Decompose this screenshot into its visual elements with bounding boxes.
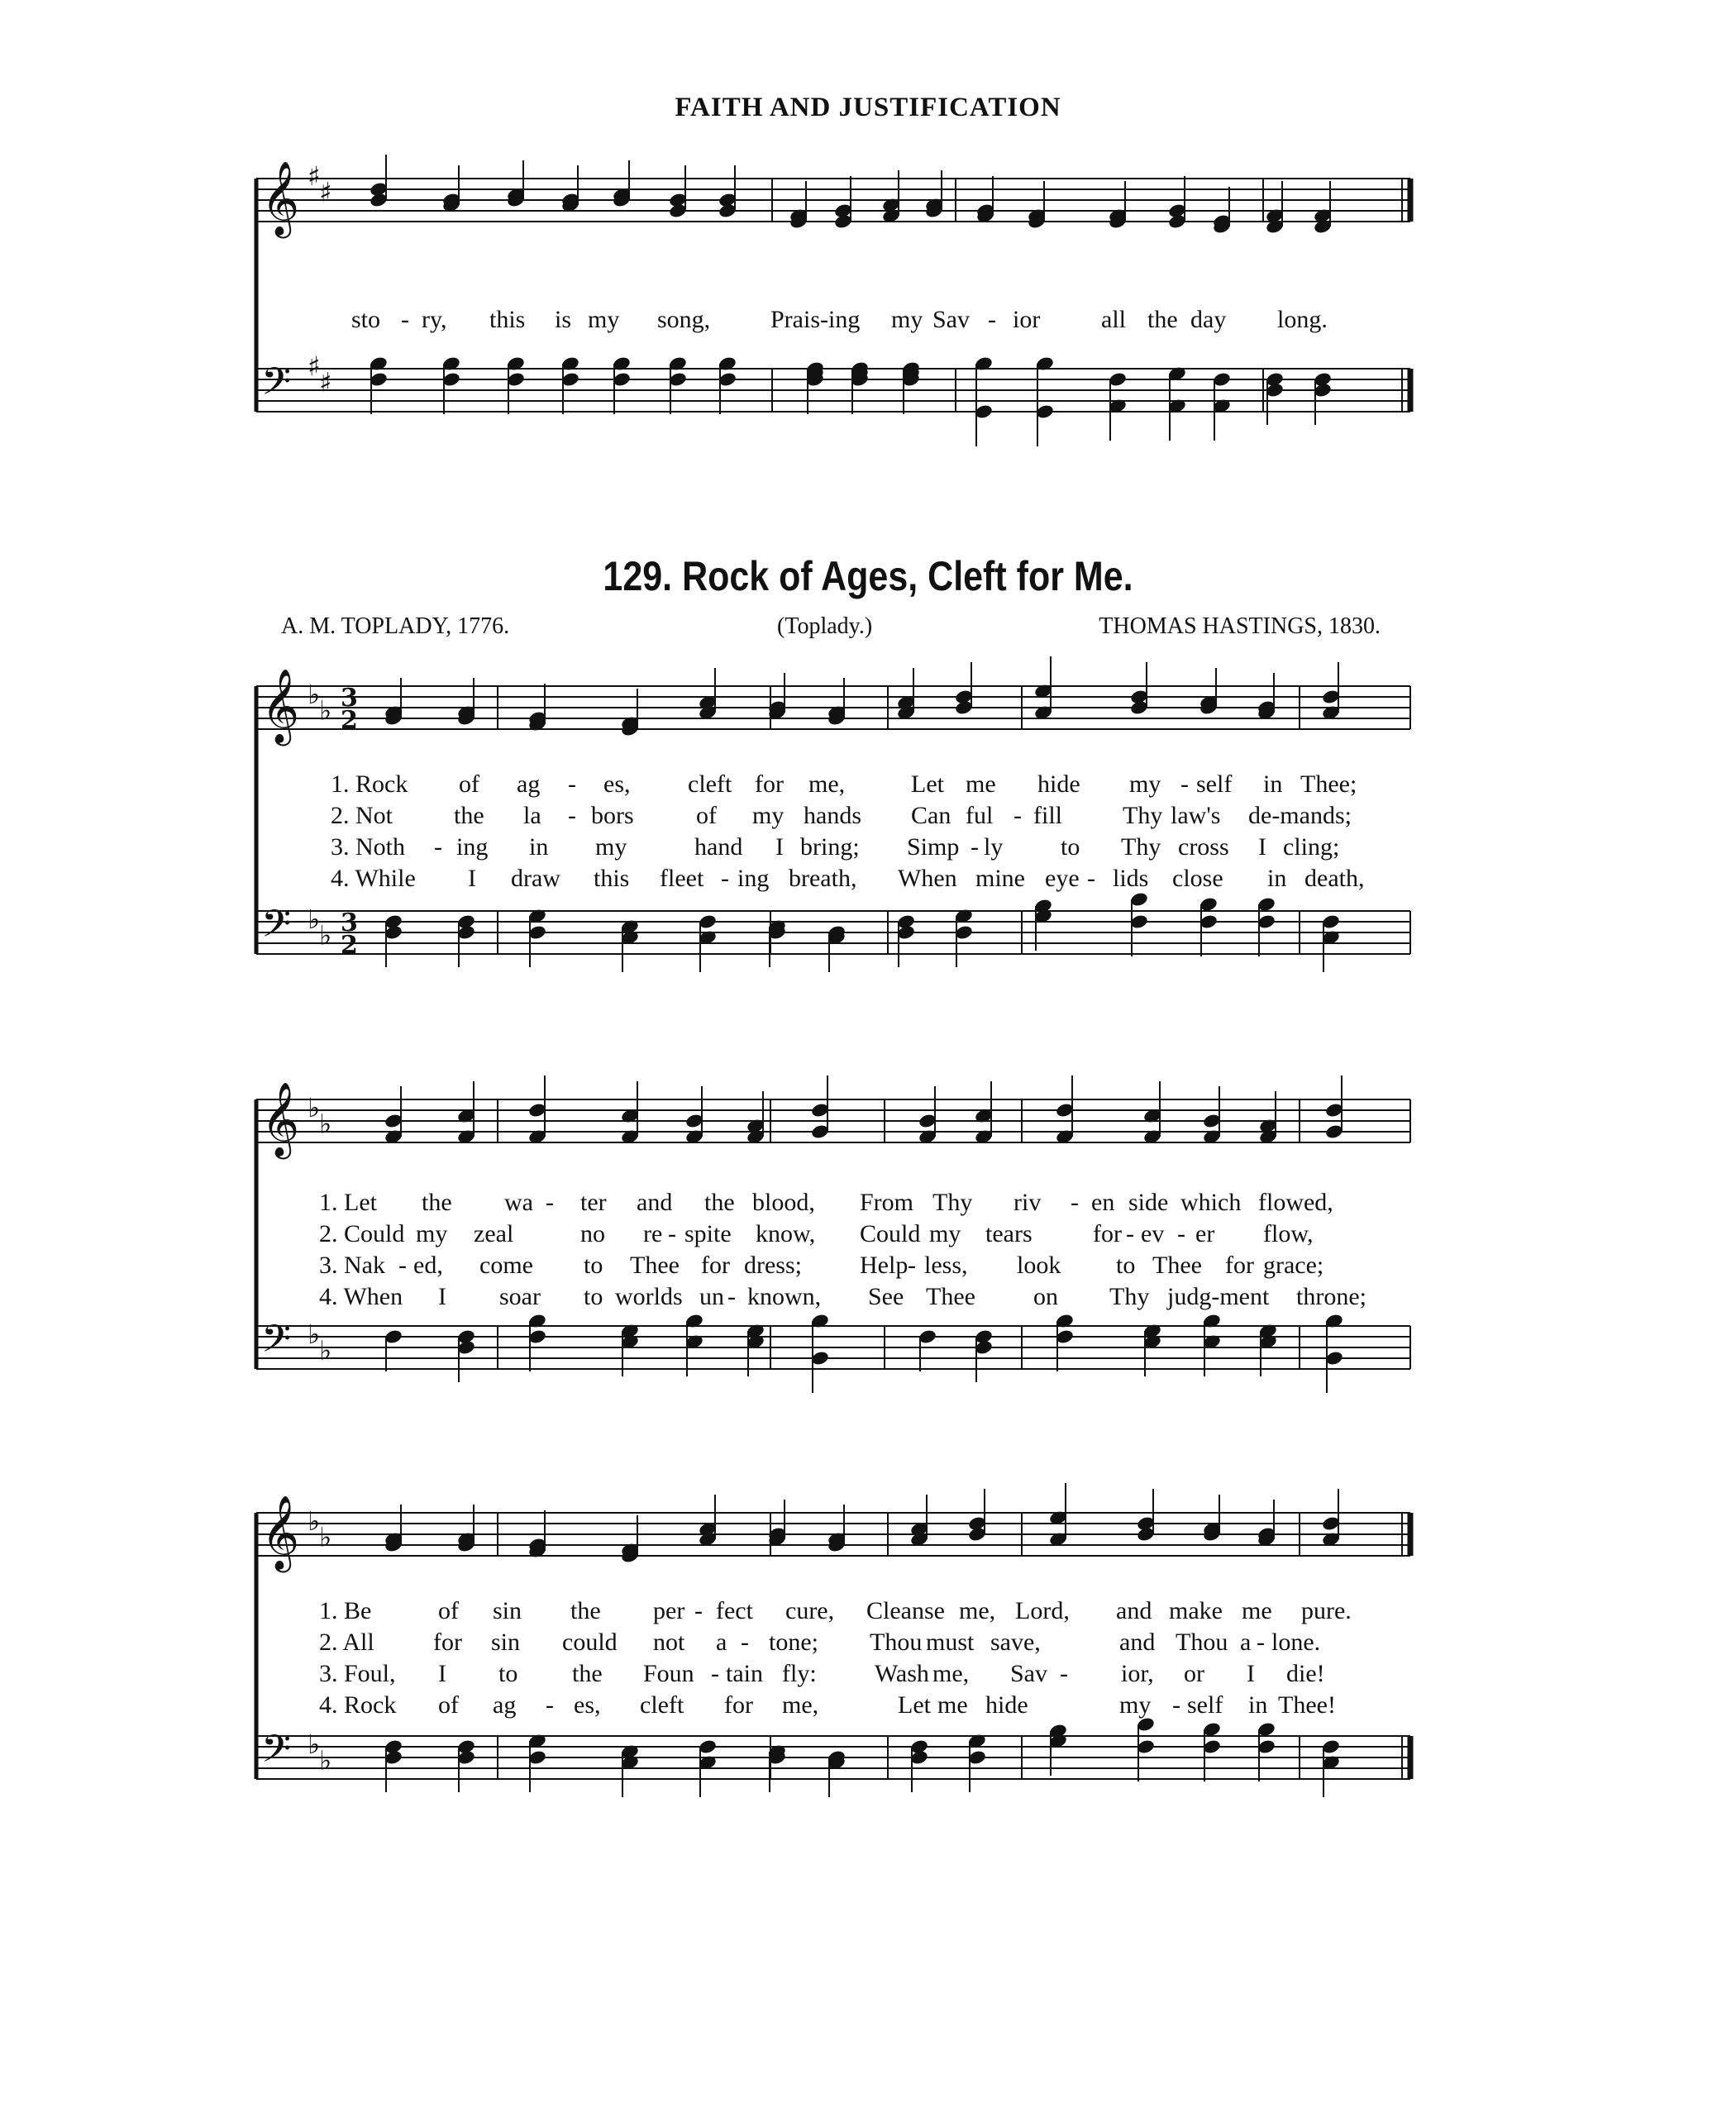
lyric-syllable: cure, <box>785 1597 835 1624</box>
lyric-syllable: long. <box>1277 306 1328 333</box>
lyric-syllable: Lord, <box>1015 1597 1070 1624</box>
lyric-syllable: the <box>1147 306 1178 333</box>
lyric-syllable: come <box>479 1252 533 1279</box>
lyric-syllable: must <box>926 1629 975 1656</box>
hymn-credits <box>281 613 1381 646</box>
verse-line <box>0 1283 1736 1314</box>
lyric-syllable: I <box>468 865 476 892</box>
lyric-syllable: is <box>555 306 572 333</box>
lyric-syllable: - <box>1013 802 1022 829</box>
lyric-syllable: this <box>594 865 630 892</box>
flat-icon: ♭ <box>308 1092 321 1123</box>
lyric-syllable: Simp <box>907 833 960 861</box>
lyric-syllable: ior <box>1013 306 1041 333</box>
lyric-syllable: ry, <box>422 306 447 333</box>
lyric-syllable: Could <box>860 1220 921 1247</box>
lyric-syllable: my <box>595 833 627 861</box>
sharp-icon: ♯ <box>319 176 332 208</box>
verse-line <box>0 1629 1736 1660</box>
lyric-syllable: me <box>1242 1597 1272 1624</box>
verse-line <box>0 1189 1736 1220</box>
lyric-syllable: cleft <box>640 1691 684 1719</box>
lyric-syllable: - <box>1087 865 1095 892</box>
flat-icon: ♭ <box>319 694 332 727</box>
lyric-syllable: Thou <box>870 1629 923 1656</box>
lyric-syllable: close <box>1172 865 1223 892</box>
lyric-syllable: fleet <box>660 865 704 892</box>
lyric-syllable: ing <box>737 865 770 892</box>
flat-icon: ♭ <box>319 1521 332 1553</box>
lyric-syllable: my <box>1119 1691 1152 1719</box>
lyric-syllable: worlds <box>615 1283 683 1310</box>
lyric-syllable: Thee <box>630 1252 680 1279</box>
lyric-syllable: me, <box>959 1597 996 1624</box>
lyric-syllable: self <box>1187 1691 1223 1719</box>
lyric-syllable: - <box>434 833 442 861</box>
lyric-syllable: per <box>653 1597 685 1624</box>
lyric-syllable: to <box>584 1283 603 1310</box>
lyric-syllable: hands <box>804 802 861 829</box>
lyric-syllable: 4. Rock <box>319 1691 397 1719</box>
lyric-syllable: 3. Nak <box>319 1252 385 1279</box>
lyric-syllable: ior, <box>1121 1660 1154 1687</box>
lyric-syllable: From <box>860 1189 914 1216</box>
lyric-syllable: I <box>438 1660 446 1687</box>
lyric-syllable: my <box>416 1220 448 1247</box>
lyric-syllable: Foun <box>643 1660 694 1687</box>
time-signature-top: 3 <box>341 684 358 713</box>
lyric-syllable: my <box>891 306 923 333</box>
flat-icon: ♭ <box>308 679 321 710</box>
lyric-syllable: self <box>1196 770 1233 798</box>
treble-clef-icon: 𝄞 <box>261 669 300 743</box>
lyric-syllable: on <box>1033 1283 1058 1310</box>
lyric-syllable: of <box>696 802 717 829</box>
lyric-syllable: Help <box>860 1252 909 1279</box>
time-signature-bottom: 2 <box>341 931 358 960</box>
time-signature-bottom: 2 <box>341 706 358 735</box>
lyric-syllable: me, <box>932 1660 970 1687</box>
lyric-syllable: in <box>1263 770 1283 798</box>
lyric-syllable: a <box>1240 1629 1252 1656</box>
lyric-syllable: - <box>694 1597 703 1624</box>
lyric-syllable: cleft <box>688 770 732 798</box>
lyric-syllable: make <box>1169 1597 1223 1624</box>
lyric-syllable: me <box>937 1691 968 1719</box>
lyric-syllable: Can <box>911 802 951 829</box>
lyric-syllable: es, <box>574 1691 601 1719</box>
lyric-syllable: the <box>454 802 484 829</box>
lyric-syllable: for <box>724 1691 753 1719</box>
lyric-syllable: 3. Foul, <box>319 1660 396 1687</box>
lyric-syllable: of <box>459 770 479 798</box>
lyric-syllable: blood, <box>752 1189 815 1216</box>
lyricist-credit: A. M. TOPLADY, 1776. <box>281 613 510 639</box>
lyric-syllable: - <box>1177 1220 1185 1247</box>
flat-icon: ♭ <box>319 1108 332 1140</box>
lyric-syllable: flowed, <box>1258 1189 1333 1216</box>
verse-line <box>0 865 1736 896</box>
lyric-syllable: of <box>438 1691 459 1719</box>
lyric-syllable: my <box>1129 770 1161 798</box>
bass-clef-icon: 𝄢 <box>261 902 292 956</box>
lyric-syllable: to <box>1061 833 1080 861</box>
lyric-syllable: day <box>1190 306 1227 333</box>
lyric-syllable: pure. <box>1301 1597 1352 1624</box>
lyric-syllable: fill <box>1033 802 1062 829</box>
lyric-syllable: zeal <box>474 1220 514 1247</box>
lyric-syllable: spite <box>684 1220 732 1247</box>
lyric-syllable: - <box>908 1252 916 1279</box>
lyric-syllable: not <box>653 1629 685 1656</box>
verse-line <box>0 770 1736 802</box>
lyric-syllable: Wash <box>875 1660 929 1687</box>
lyric-syllable: Let <box>898 1691 931 1719</box>
lyric-syllable: 2. Not <box>331 802 393 829</box>
lyric-syllable: sto <box>351 306 381 333</box>
flat-icon: ♭ <box>308 904 321 935</box>
lyric-syllable: dress; <box>744 1252 802 1279</box>
lyric-syllable: breath, <box>789 865 857 892</box>
lyric-syllable: for <box>755 770 784 798</box>
lyric-syllable: Thee <box>1152 1252 1202 1279</box>
flat-icon: ♭ <box>319 919 332 951</box>
lyric-syllable: See <box>868 1283 904 1310</box>
lyric-syllable: for <box>1225 1252 1254 1279</box>
lyric-syllable: ag <box>517 770 541 798</box>
lyric-syllable: fect <box>716 1597 753 1624</box>
lyric-syllable: - <box>546 1691 554 1719</box>
lyric-syllable: ev <box>1141 1220 1165 1247</box>
lyric-syllable: - <box>546 1189 554 1216</box>
lyric-syllable: - <box>401 306 409 333</box>
lyric-syllable: mine <box>975 865 1025 892</box>
lyric-syllable: Thy <box>932 1189 973 1216</box>
lyric-syllable: - <box>1257 1629 1265 1656</box>
lyric-syllable: me, <box>782 1691 819 1719</box>
lyric-syllable: for <box>433 1629 462 1656</box>
hymn-title <box>122 552 1614 600</box>
time-signature-top: 3 <box>341 909 358 937</box>
lyric-syllable: me <box>966 770 996 798</box>
treble-clef-icon: 𝄞 <box>261 1495 300 1570</box>
lyric-syllable: I <box>775 833 784 861</box>
lyric-syllable: hide <box>1037 770 1080 798</box>
flat-icon: ♭ <box>319 1744 332 1777</box>
lyric-syllable: ly <box>984 833 1004 861</box>
lyric-syllable: hand <box>694 833 743 861</box>
lyric-syllable: the <box>570 1597 601 1624</box>
lyric-syllable: bors <box>591 802 634 829</box>
lyric-syllable: - <box>1126 1220 1134 1247</box>
lyric-syllable: throne; <box>1296 1283 1366 1310</box>
verse-line <box>0 833 1736 865</box>
treble-clef-icon: 𝄞 <box>261 1082 300 1157</box>
lyric-syllable: eye <box>1045 865 1080 892</box>
lyric-syllable: 4. While <box>331 865 416 892</box>
lyric-syllable: my <box>752 802 785 829</box>
lyric-syllable: When <box>898 865 957 892</box>
lyric-syllable: Thee <box>926 1283 975 1310</box>
lyric-syllable: tain <box>726 1660 763 1687</box>
lyric-syllable: to <box>498 1660 518 1687</box>
lyric-syllable: which <box>1180 1189 1242 1216</box>
lyric-syllable: lone. <box>1271 1629 1321 1656</box>
lyric-syllable: - <box>971 833 979 861</box>
lyric-syllable: Cleanse <box>866 1597 945 1624</box>
verse-line <box>0 1597 1736 1629</box>
lyric-syllable: sin <box>493 1597 522 1624</box>
lyric-syllable: hide <box>985 1691 1028 1719</box>
sharp-icon: ♯ <box>308 351 321 382</box>
lyric-syllable: - <box>988 306 996 333</box>
lyric-syllable: less, <box>924 1252 968 1279</box>
lyric-syllable: 1. Be <box>319 1597 372 1624</box>
lyric-syllable: my <box>929 1220 961 1247</box>
lyric-syllable: - <box>1180 770 1189 798</box>
lyric-syllable: grace; <box>1263 1252 1324 1279</box>
verse-line <box>0 802 1736 833</box>
lyric-syllable: in <box>1248 1691 1268 1719</box>
lyric-syllable: flow, <box>1263 1220 1314 1247</box>
lyric-syllable: - <box>1071 1189 1079 1216</box>
lyric-syllable: no <box>580 1220 605 1247</box>
lyric-syllable: en <box>1091 1189 1115 1216</box>
lyric-syllable: side <box>1128 1189 1169 1216</box>
flat-icon: ♭ <box>308 1729 321 1760</box>
lyric-syllable: in <box>1267 865 1287 892</box>
lyric-syllable: for <box>1093 1220 1122 1247</box>
lyric-syllable: la <box>523 802 541 829</box>
flat-icon: ♭ <box>308 1319 321 1350</box>
lyric-syllable: - <box>668 1220 676 1247</box>
lyric-syllable: Thou <box>1176 1629 1228 1656</box>
lyric-syllable: Thy <box>1123 802 1163 829</box>
lyric-syllable: look <box>1017 1252 1061 1279</box>
lyric-syllable: - <box>711 1660 719 1687</box>
bass-clef-icon: 𝄢 <box>261 1317 292 1371</box>
lyric-syllable: Let <box>911 770 944 798</box>
lyric-syllable: know, <box>756 1220 816 1247</box>
lyric-syllable: un <box>699 1283 724 1310</box>
lyric-syllable: 2. Could <box>319 1220 405 1247</box>
lyric-syllable: Prais-ing <box>770 306 861 333</box>
running-head: FAITH AND JUSTIFICATION <box>675 93 1061 122</box>
lyric-syllable: judg-ment <box>1167 1283 1270 1310</box>
lyric-syllable: cling; <box>1283 833 1340 861</box>
lyric-syllable: of <box>438 1597 459 1624</box>
verse-line <box>0 1252 1736 1283</box>
lyric-syllable: Sav <box>932 306 970 333</box>
lyric-syllable: I <box>438 1283 446 1310</box>
lyric-syllable: Sav <box>1010 1660 1047 1687</box>
lyric-syllable: ag <box>493 1691 517 1719</box>
lyric-syllable: Thee! <box>1278 1691 1336 1719</box>
lyric-syllable: to <box>1116 1252 1136 1279</box>
bass-clef-icon: 𝄢 <box>261 1727 292 1781</box>
lyric-syllable: and <box>1119 1629 1156 1656</box>
lyric-syllable: Thy <box>1109 1283 1150 1310</box>
lyric-syllable: this <box>489 306 526 333</box>
lyric-syllable: tears <box>985 1220 1033 1247</box>
previous-hymn-lyrics <box>0 306 1736 337</box>
verse-line <box>0 1220 1736 1252</box>
lyric-syllable: lids <box>1113 865 1149 892</box>
lyric-syllable: ed, <box>413 1252 443 1279</box>
lyric-syllable: me, <box>808 770 846 798</box>
lyric-syllable: - <box>727 1283 736 1310</box>
lyric-syllable: save, <box>990 1629 1041 1656</box>
lyric-syllable: de-mands; <box>1248 802 1352 829</box>
lyric-syllable: in <box>529 833 549 861</box>
lyric-syllable: 2. All <box>319 1629 374 1656</box>
lyric-syllable: my <box>588 306 620 333</box>
lyric-syllable: ing <box>456 833 489 861</box>
lyric-syllable: or <box>1184 1660 1204 1687</box>
lyric-syllable: ful <box>966 802 994 829</box>
lyric-syllable: - <box>721 865 729 892</box>
lyric-syllable: all <box>1101 306 1126 333</box>
lyric-syllable: fly: <box>782 1660 817 1687</box>
lyric-syllable: known, <box>747 1283 822 1310</box>
flat-icon: ♭ <box>308 1505 321 1537</box>
lyric-syllable: for <box>701 1252 730 1279</box>
lyric-syllable: - <box>1060 1660 1068 1687</box>
lyric-syllable: 4. When <box>319 1283 403 1310</box>
lyric-syllable: er <box>1195 1220 1215 1247</box>
lyric-syllable: - <box>568 802 576 829</box>
lyric-syllable: the <box>704 1189 735 1216</box>
lyric-syllable: soar <box>499 1283 541 1310</box>
bass-clef-icon: 𝄢 <box>261 360 292 413</box>
lyric-syllable: Thy <box>1121 833 1161 861</box>
lyric-syllable: a <box>716 1629 727 1656</box>
lyric-syllable: death, <box>1304 865 1365 892</box>
lyric-syllable: could <box>562 1629 618 1656</box>
lyric-syllable: - <box>1172 1691 1180 1719</box>
hymn-number: 129. <box>603 553 673 599</box>
lyric-syllable: Thee; <box>1300 770 1357 798</box>
lyric-syllable: sin <box>491 1629 521 1656</box>
treble-clef-icon: 𝄞 <box>261 161 300 236</box>
verse-line <box>0 1691 1736 1723</box>
lyric-syllable: tone; <box>769 1629 818 1656</box>
lyric-syllable: the <box>572 1660 603 1687</box>
lyric-syllable: I <box>1258 833 1266 861</box>
lyric-syllable: I <box>1247 1660 1255 1687</box>
lyric-syllable: cross <box>1178 833 1229 861</box>
tune-name: (Toplady.) <box>777 613 873 639</box>
lyric-syllable: - <box>398 1252 407 1279</box>
lyric-syllable: es, <box>603 770 631 798</box>
lyric-syllable: 1. Let <box>319 1189 377 1216</box>
lyric-syllable: the <box>422 1189 452 1216</box>
lyric-syllable: bring; <box>800 833 860 861</box>
lyric-syllable: draw <box>511 865 560 892</box>
lyric-syllable: riv <box>1013 1189 1042 1216</box>
lyric-syllable: and <box>1116 1597 1152 1624</box>
lyric-syllable: - <box>741 1629 749 1656</box>
verse-line <box>0 1660 1736 1691</box>
lyric-syllable: and <box>637 1189 673 1216</box>
composer-credit: THOMAS HASTINGS, 1830. <box>1099 613 1381 639</box>
lyric-syllable: song, <box>657 306 711 333</box>
lyric-syllable: die! <box>1286 1660 1325 1687</box>
hymn-title-text: Rock of Ages, Cleft for Me. <box>682 553 1133 599</box>
lyric-syllable: law's <box>1171 802 1221 829</box>
lyric-syllable: - <box>568 770 576 798</box>
flat-icon: ♭ <box>319 1334 332 1366</box>
lyric-syllable: 1. Rock <box>331 770 408 798</box>
sharp-icon: ♯ <box>319 366 332 398</box>
lyric-syllable: ter <box>580 1189 607 1216</box>
lyric-syllable: to <box>584 1252 603 1279</box>
sharp-icon: ♯ <box>308 160 321 192</box>
lyric-syllable: re <box>643 1220 663 1247</box>
lyric-syllable: wa <box>504 1189 533 1216</box>
lyric-syllable: 3. Noth <box>331 833 405 861</box>
